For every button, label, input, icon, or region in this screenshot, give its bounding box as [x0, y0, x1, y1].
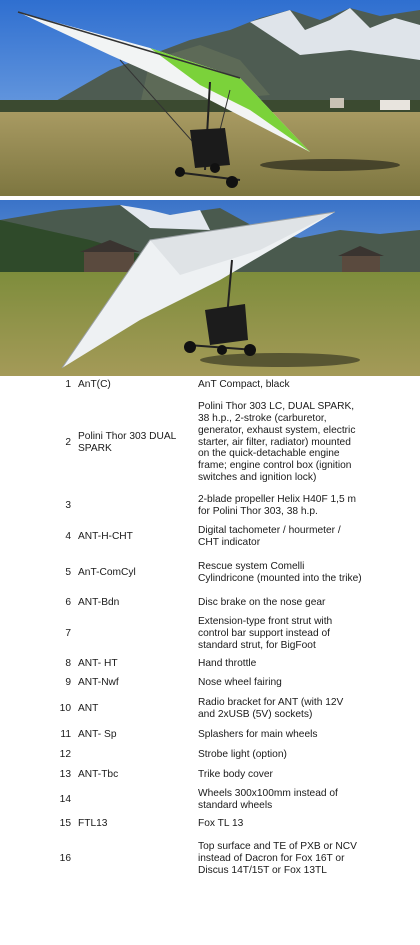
table-row: [0, 491, 420, 521]
item-number: 9: [65, 677, 71, 689]
item-description: Fox TL 13: [198, 818, 244, 830]
item-description: Hand throttle: [198, 658, 257, 670]
item-description: Splashers for main wheels: [198, 729, 318, 741]
item-code: ANT: [78, 703, 99, 715]
table-row: [0, 655, 420, 673]
item-number: 12: [59, 749, 71, 761]
item-number: 16: [59, 853, 71, 865]
table-row: [0, 765, 420, 785]
item-code: AnT(C): [78, 379, 111, 391]
item-description: AnT Compact, black: [198, 379, 290, 391]
item-number: 2: [65, 436, 71, 448]
trike-photo-field: [0, 200, 420, 376]
table-row: [0, 376, 420, 394]
item-code: FTL13: [78, 818, 108, 830]
item-description: Digital tachometer / hourmeter / CHT indicator: [198, 525, 341, 548]
item-description: Rescue system Comelli Cylindricone (mounted into the trike): [198, 561, 362, 584]
item-description: Strobe light (option): [198, 749, 287, 761]
item-description: Disc brake on the nose gear: [198, 597, 326, 609]
item-number: 11: [60, 729, 71, 741]
item-description: Extension-type front strut with control bar support instead of standard strut, for BigFoot: [198, 616, 333, 651]
item-code: ANT- HT: [78, 658, 118, 670]
item-code: ANT- Sp: [78, 729, 117, 741]
item-number: 8: [65, 658, 71, 670]
table-row: [0, 785, 420, 815]
table-row: [0, 693, 420, 725]
table-row: [0, 833, 420, 885]
table-row: [0, 394, 420, 491]
item-code: AnT-ComCyl: [78, 567, 136, 579]
item-number: 3: [65, 500, 71, 512]
trike-photo-field-image: [0, 200, 420, 376]
equipment-table: [0, 376, 420, 885]
item-code: Polini Thor 303 DUAL SPARK: [78, 430, 176, 454]
table-row: [0, 745, 420, 765]
item-description: Trike body cover: [198, 769, 273, 781]
item-description: Nose wheel fairing: [198, 677, 282, 689]
item-code: ANT-H-CHT: [78, 531, 133, 543]
item-number: 7: [65, 628, 71, 640]
item-code: ANT-Bdn: [78, 597, 120, 609]
trike-photo-mountains: [0, 0, 420, 196]
table-row: [0, 521, 420, 553]
item-number: 10: [59, 703, 71, 715]
item-number: 1: [65, 379, 71, 391]
table-row: [0, 593, 420, 613]
item-number: 13: [59, 769, 71, 781]
table-row: [0, 673, 420, 693]
table-row: [0, 815, 420, 833]
item-description: Polini Thor 303 LC, DUAL SPARK, 38 h.p., 2-stroke (carburetor, generator, exhaust system, electric starter, air filter, radiator) mounted on the quick-detachable engine frame; engine control box (ignition switches and ignition lock): [198, 401, 356, 483]
item-description: Radio bracket for ANT (with 12V and 2xUSB (5V) sockets): [198, 697, 344, 720]
item-description: 2-blade propeller Helix H40F 1,5 m for Polini Thor 303, 38 h.p.: [198, 494, 356, 517]
item-description: Wheels 300x100mm instead of standard wheels: [198, 788, 338, 811]
item-number: 15: [59, 818, 71, 830]
item-number: 5: [65, 567, 71, 579]
item-number: 14: [59, 794, 71, 806]
table-row: [0, 553, 420, 593]
item-code: ANT-Tbc: [78, 769, 119, 781]
trike-photo-mountains-image: [0, 0, 420, 196]
item-number: 6: [65, 597, 71, 609]
table-row: [0, 725, 420, 745]
item-description: Top surface and TE of PXB or NCV instead of Dacron for Fox 16T or Discus 14T/15T or Fox 13TL: [198, 841, 357, 876]
table-row: [0, 613, 420, 655]
item-number: 4: [65, 531, 71, 543]
item-code: ANT-Nwf: [78, 677, 119, 689]
